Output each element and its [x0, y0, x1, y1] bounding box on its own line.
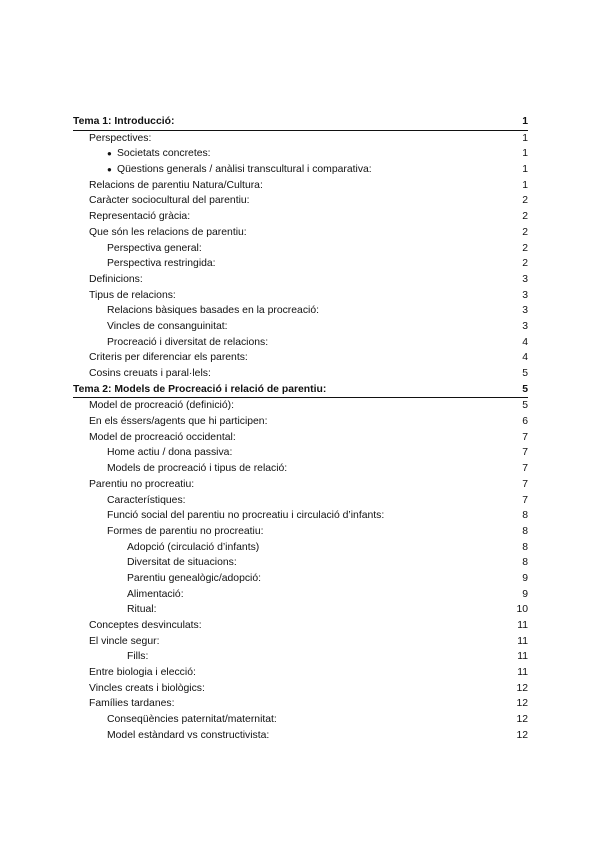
- toc-entry[interactable]: [73, 241, 528, 257]
- toc-entry[interactable]: [73, 319, 528, 335]
- toc-entry-title: [107, 461, 287, 477]
- toc-page-number: 5: [522, 383, 528, 395]
- toc-entry-label: Representació gràcia:: [89, 211, 191, 223]
- toc-page-number: 9: [522, 588, 528, 600]
- toc-entry[interactable]: [73, 209, 528, 225]
- toc-entry[interactable]: [73, 618, 528, 634]
- toc-page-number: 2: [522, 258, 528, 270]
- toc-entry[interactable]: [73, 256, 528, 272]
- toc-entry-label: Que són les relacions de parentiu:: [89, 226, 247, 238]
- toc-entry-title: [127, 602, 156, 618]
- toc-entry-label: Qüestions generals / anàlisi transcultural i comparativa:: [117, 164, 372, 176]
- toc-chapter-entry[interactable]: [73, 114, 528, 131]
- toc-entry-label: Conseqüències paternitat/maternitat:: [107, 714, 277, 726]
- toc-page-number: 3: [522, 289, 528, 301]
- toc-entry-title: [89, 350, 248, 366]
- toc-page-number: 8: [522, 541, 528, 553]
- toc-page-number: 3: [522, 320, 528, 332]
- toc-entry-label: Models de procreació i tipus de relació:: [107, 463, 288, 475]
- toc-page-number: 12: [516, 698, 528, 710]
- toc-page-number: 7: [522, 494, 528, 506]
- toc-entry-title: [89, 414, 267, 430]
- toc-entry-title: [107, 508, 384, 524]
- toc-page-number: 10: [516, 604, 528, 616]
- toc-entry[interactable]: [73, 461, 528, 477]
- toc-page-number: 1: [522, 164, 528, 176]
- toc-entry-label: En els éssers/agents que hi participen:: [89, 416, 268, 428]
- toc-entry-label: Definicions:: [89, 273, 143, 285]
- toc-entry-label: Model de procreació (definició):: [89, 400, 234, 412]
- toc-entry[interactable]: [73, 477, 528, 493]
- toc-entry[interactable]: [73, 430, 528, 446]
- toc-page-number: 7: [522, 463, 528, 475]
- bullet-icon: ●: [107, 165, 112, 175]
- toc-entry[interactable]: [73, 681, 528, 697]
- toc-page-number: 2: [522, 195, 528, 207]
- toc-entry-label: Procreació i diversitat de relacions:: [107, 336, 269, 348]
- toc-entry[interactable]: [73, 445, 528, 461]
- toc-entry-title: [107, 445, 232, 461]
- toc-entry-title: [107, 728, 269, 744]
- toc-entry-label: Cosins creuats i paral·lels:: [89, 368, 211, 379]
- toc-page-number: 3: [522, 305, 528, 317]
- toc-page-number: 1: [522, 132, 528, 144]
- toc-entry[interactable]: [73, 587, 528, 603]
- toc-page-number: 12: [516, 682, 528, 694]
- toc-entry-label: Diversitat de situacions:: [127, 557, 237, 569]
- toc-page-number: 5: [522, 368, 528, 379]
- toc-entry-label: El vincle segur:: [89, 635, 160, 647]
- toc-entry-title: [89, 634, 159, 650]
- toc-entry-label: Conceptes desvinculats:: [89, 620, 202, 631]
- toc-page-number: 1: [522, 116, 528, 127]
- toc-entry-title: [127, 540, 259, 556]
- toc-entry-title: [127, 649, 148, 665]
- toc-entry[interactable]: [73, 493, 528, 509]
- toc-entry[interactable]: [73, 712, 528, 728]
- toc-page-number: 9: [522, 572, 528, 584]
- toc-entry[interactable]: [73, 414, 528, 430]
- toc-entry-title: [73, 382, 326, 398]
- toc-entry[interactable]: [73, 634, 528, 650]
- toc-page-number: 2: [522, 211, 528, 223]
- toc-entry[interactable]: [73, 193, 528, 209]
- toc-entry[interactable]: [73, 162, 528, 178]
- toc-entry-title: [89, 681, 205, 697]
- toc-page-number: 4: [522, 352, 528, 364]
- toc-entry-label: Model de procreació occidental:: [89, 431, 236, 443]
- toc-entry-label: Societats concretes:: [117, 148, 211, 160]
- toc-page-number: 4: [522, 336, 528, 348]
- table-of-contents: [73, 114, 528, 744]
- toc-entry-label: Parentiu genealògic/adopció:: [127, 572, 262, 584]
- toc-page-number: 8: [522, 557, 528, 569]
- toc-entry-label: Relacions de parentiu Natura/Cultura:: [89, 179, 263, 191]
- toc-entry-label: Característiques:: [107, 494, 186, 506]
- toc-entry-title: [89, 209, 190, 225]
- toc-page-number: 7: [522, 431, 528, 443]
- toc-entry-title: [107, 493, 186, 509]
- toc-page-number: 6: [522, 416, 528, 428]
- toc-entry-title: [127, 587, 184, 603]
- toc-entry-label: Alimentació:: [127, 588, 184, 600]
- toc-entry[interactable]: [73, 335, 528, 351]
- toc-entry[interactable]: [73, 146, 528, 162]
- toc-entry[interactable]: [73, 665, 528, 681]
- toc-page-number: 8: [522, 525, 528, 537]
- toc-page-number: 7: [522, 478, 528, 490]
- toc-entry[interactable]: [73, 555, 528, 571]
- toc-chapter-entry[interactable]: [73, 382, 528, 399]
- toc-entry-title: [89, 430, 236, 446]
- toc-entry[interactable]: [73, 303, 528, 319]
- toc-entry[interactable]: [73, 602, 528, 618]
- toc-page-number: 12: [516, 714, 528, 726]
- toc-entry-label: Model estàndard vs constructivista:: [107, 729, 270, 741]
- toc-entry[interactable]: [73, 649, 528, 665]
- toc-page-number: 2: [522, 226, 528, 238]
- toc-entry[interactable]: [73, 178, 528, 194]
- toc-entry-title: [89, 193, 250, 209]
- toc-entry-title: [107, 524, 264, 540]
- toc-entry[interactable]: [73, 131, 528, 147]
- toc-entry-label: Vincles creats i biològics:: [89, 682, 205, 694]
- toc-entry-label: Funció social del parentiu no procreatiu i circulació d’infants:: [107, 510, 385, 522]
- toc-entry-title: [107, 335, 268, 351]
- toc-entry-title: [107, 241, 202, 257]
- toc-entry[interactable]: [73, 508, 528, 524]
- toc-entry-title: [107, 303, 319, 319]
- toc-entry-title: [89, 131, 151, 147]
- toc-entry[interactable]: [73, 728, 528, 744]
- toc-entry-title: [107, 256, 216, 272]
- toc-entry-label: Caràcter sociocultural del parentiu:: [89, 195, 250, 207]
- toc-entry[interactable]: [73, 524, 528, 540]
- toc-entry-title: [127, 571, 261, 587]
- toc-entry[interactable]: [73, 350, 528, 366]
- toc-entry-title: [89, 477, 194, 493]
- toc-entry-title: [107, 712, 277, 728]
- toc-entry-title: [89, 178, 263, 194]
- toc-entry[interactable]: [73, 225, 528, 241]
- toc-page-number: 11: [517, 635, 528, 647]
- toc-page-number: 7: [522, 447, 528, 459]
- toc-entry-label: Ritual:: [127, 604, 157, 616]
- toc-entry-title: [73, 114, 174, 130]
- toc-entry-title: [107, 319, 228, 335]
- toc-entry-title: [107, 162, 372, 178]
- toc-entry-label: Formes de parentiu no procreatiu:: [107, 525, 264, 537]
- toc-entry[interactable]: [73, 288, 528, 304]
- toc-entry[interactable]: [73, 571, 528, 587]
- toc-entry-title: [89, 288, 176, 304]
- toc-entry-label: Perspectiva general:: [107, 242, 202, 254]
- toc-entry-title: [89, 272, 143, 288]
- bullet-icon: ●: [107, 149, 112, 159]
- toc-page-number: 8: [522, 510, 528, 522]
- toc-entry-label: Perspectives:: [89, 132, 152, 144]
- toc-entry-title: [89, 665, 196, 681]
- toc-entry-label: Perspectiva restringida:: [107, 258, 216, 270]
- toc-page-number: 11: [517, 651, 528, 663]
- toc-entry-title: [89, 398, 234, 414]
- toc-entry[interactable]: [73, 366, 528, 382]
- toc-entry-title: [89, 225, 247, 241]
- toc-entry-title: [127, 555, 237, 571]
- toc-entry-label: Relacions bàsiques basades en la procreació:: [107, 305, 319, 317]
- toc-page-number: 3: [522, 273, 528, 285]
- toc-page-number: 5: [522, 400, 528, 412]
- toc-entry-label: Home actiu / dona passiva:: [107, 447, 233, 459]
- toc-page-number: 12: [516, 729, 528, 741]
- toc-entry-label: Adopció (circulació d’infants): [127, 541, 260, 553]
- toc-entry[interactable]: [73, 696, 528, 712]
- toc-page-number: 11: [517, 667, 528, 679]
- toc-entry-label: Tipus de relacions:: [89, 289, 176, 301]
- toc-entry-label: Tema 1: Introducció:: [73, 116, 175, 127]
- toc-page-number: 1: [522, 179, 528, 191]
- toc-entry-label: Entre biologia i elecció:: [89, 667, 196, 679]
- toc-page-number: 1: [522, 148, 528, 160]
- toc-entry-label: Famílies tardanes:: [89, 698, 175, 710]
- toc-entry-label: Criteris per diferenciar els parents:: [89, 352, 248, 364]
- toc-entry-label: Vincles de consanguinitat:: [107, 320, 228, 332]
- toc-entry[interactable]: [73, 398, 528, 414]
- toc-entry-title: [89, 366, 211, 382]
- toc-entry[interactable]: [73, 272, 528, 288]
- toc-entry-title: [107, 146, 211, 162]
- toc-entry-title: [89, 696, 174, 712]
- toc-entry-label: Parentiu no procreatiu:: [89, 478, 195, 490]
- toc-entry-label: Tema 2: Models de Procreació i relació de parentiu:: [73, 383, 327, 395]
- toc-entry[interactable]: [73, 540, 528, 556]
- toc-page-number: 11: [517, 620, 528, 631]
- toc-entry-label: Fills:: [127, 651, 149, 663]
- toc-entry-title: [89, 618, 202, 634]
- toc-page-number: 2: [522, 242, 528, 254]
